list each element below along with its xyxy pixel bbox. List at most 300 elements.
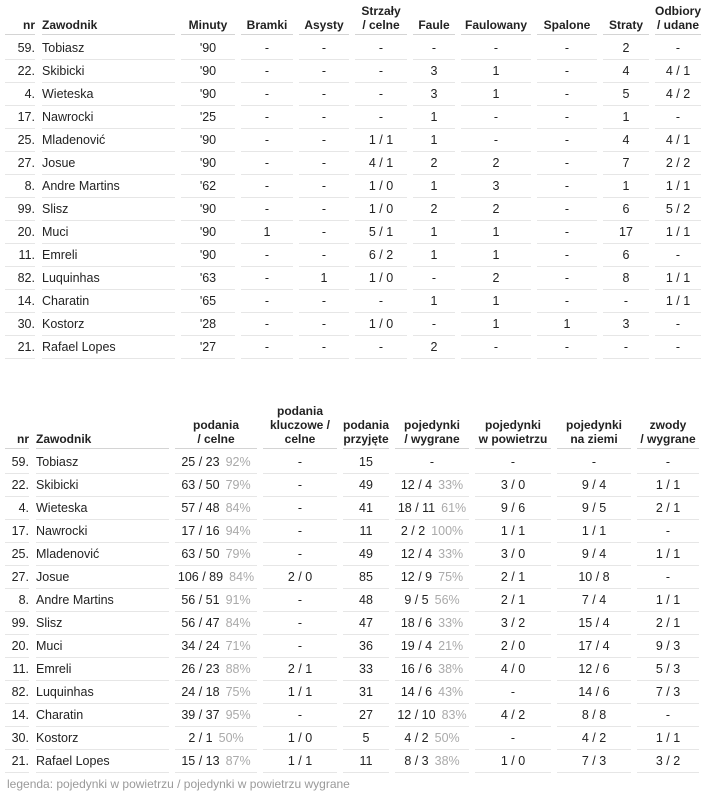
cell-nr-value: 22. xyxy=(17,64,35,78)
header-fouled: Faulowany xyxy=(458,4,534,37)
cell-dribbles-value: 1 / 1 xyxy=(655,731,681,745)
cell-ground-duels-value: 1 / 1 xyxy=(581,524,607,538)
cell-losses-value: 8 xyxy=(622,271,630,285)
cell-player-value: Tobiasz xyxy=(36,455,79,469)
cell-dribbles xyxy=(634,520,702,543)
cell-dribbles xyxy=(634,543,702,566)
cell-fouls xyxy=(410,175,458,198)
cell-key-passes xyxy=(260,451,340,474)
cell-assists-value: - xyxy=(321,294,327,308)
cell-dribbles-value: 7 / 3 xyxy=(655,685,681,699)
cell-offsides xyxy=(534,198,600,221)
cell-goals-value: - xyxy=(264,340,270,354)
cell-dribbles xyxy=(634,750,702,773)
cell-minutes xyxy=(178,175,238,198)
cell-duels-percent: 56% xyxy=(434,593,460,607)
header-duels-line1: pojedynki xyxy=(403,418,460,432)
cell-key-passes xyxy=(260,750,340,773)
cell-player-value: Rafael Lopes xyxy=(42,340,116,354)
cell-shots xyxy=(352,198,410,221)
cell-player-value: Wieteska xyxy=(42,87,94,101)
cell-assists-value: - xyxy=(321,64,327,78)
cell-nr-value: 14. xyxy=(11,708,29,722)
cell-fouls xyxy=(410,83,458,106)
cell-nr-value: 82. xyxy=(17,271,35,285)
table-row xyxy=(2,313,704,336)
cell-minutes-value: '90 xyxy=(199,248,217,262)
cell-minutes xyxy=(178,244,238,267)
cell-nr xyxy=(2,152,38,175)
cell-fouled xyxy=(458,267,534,290)
cell-received-value: 33 xyxy=(359,662,373,676)
cell-player xyxy=(32,704,172,727)
cell-nr xyxy=(2,106,38,129)
cell-tackles xyxy=(652,336,704,359)
cell-shots-value: 5 / 1 xyxy=(368,225,394,239)
cell-fouled xyxy=(458,106,534,129)
cell-passes-percent: 50% xyxy=(218,731,244,745)
cell-offsides-value: - xyxy=(564,294,570,308)
cell-player xyxy=(32,589,172,612)
cell-fouls-value: 2 xyxy=(430,156,438,170)
cell-player-value: Kostorz xyxy=(42,317,85,331)
cell-fouls-value: 1 xyxy=(430,133,438,147)
cell-fouled-value: - xyxy=(493,110,499,124)
cell-losses-value: 7 xyxy=(622,156,630,170)
cell-shots xyxy=(352,313,410,336)
cell-fouls xyxy=(410,336,458,359)
cell-key-passes-value: - xyxy=(297,478,303,492)
cell-duels-percent: 33% xyxy=(438,616,464,630)
cell-key-passes xyxy=(260,566,340,589)
cell-losses-value: 6 xyxy=(622,248,630,262)
cell-player-value: Emreli xyxy=(36,662,72,676)
cell-key-passes xyxy=(260,589,340,612)
cell-fouls xyxy=(410,267,458,290)
cell-duels xyxy=(392,520,472,543)
table-row xyxy=(2,290,704,313)
cell-nr-value: 22. xyxy=(11,478,29,492)
cell-key-passes xyxy=(260,704,340,727)
cell-air-duels-value: 9 / 6 xyxy=(500,501,526,515)
cell-tackles xyxy=(652,221,704,244)
cell-received-value: 47 xyxy=(359,616,373,630)
cell-duels-percent: 83% xyxy=(441,708,467,722)
cell-assists-value: - xyxy=(321,317,327,331)
cell-duels-value: - xyxy=(429,455,435,469)
cell-player-value: Charatin xyxy=(42,294,90,308)
cell-nr-value: 99. xyxy=(11,616,29,630)
cell-fouls xyxy=(410,152,458,175)
cell-minutes xyxy=(178,336,238,359)
cell-nr-value: 17. xyxy=(11,524,29,538)
table-header-row xyxy=(2,404,702,451)
table-row xyxy=(2,635,702,658)
cell-air-duels xyxy=(472,566,554,589)
cell-fouled-value: 1 xyxy=(492,225,500,239)
cell-key-passes-value: - xyxy=(297,524,303,538)
cell-goals xyxy=(238,152,296,175)
cell-nr-value: 21. xyxy=(11,754,29,768)
cell-received xyxy=(340,497,392,520)
cell-assists-value: - xyxy=(321,41,327,55)
cell-minutes xyxy=(178,106,238,129)
cell-received-value: 31 xyxy=(359,685,373,699)
cell-passes xyxy=(172,566,260,589)
cell-nr xyxy=(2,451,32,474)
cell-minutes xyxy=(178,198,238,221)
cell-nr-value: 25. xyxy=(17,133,35,147)
header-gnd-line1: pojedynki xyxy=(565,418,622,432)
cell-tackles-value: 2 / 2 xyxy=(665,156,691,170)
cell-losses-value: - xyxy=(623,340,629,354)
cell-assists-value: - xyxy=(321,248,327,262)
cell-key-passes-value: 1 / 1 xyxy=(287,685,313,699)
cell-fouled-value: 1 xyxy=(492,64,500,78)
cell-nr xyxy=(2,198,38,221)
header-fouls: Faule xyxy=(410,4,458,37)
header-duels xyxy=(392,404,472,451)
table-row xyxy=(2,175,704,198)
cell-key-passes-value: 2 / 1 xyxy=(287,662,313,676)
cell-minutes-value: '90 xyxy=(199,133,217,147)
cell-nr-value: 82. xyxy=(11,685,29,699)
header-tackles xyxy=(652,4,704,37)
cell-nr xyxy=(2,129,38,152)
cell-ground-duels xyxy=(554,520,634,543)
cell-dribbles xyxy=(634,566,702,589)
cell-assists xyxy=(296,290,352,313)
cell-player xyxy=(38,313,178,336)
cell-nr-value: 8. xyxy=(18,593,29,607)
cell-passes-percent: 91% xyxy=(225,593,251,607)
header-duels-line2: / wygrane xyxy=(404,432,460,446)
cell-passes xyxy=(172,589,260,612)
cell-offsides xyxy=(534,129,600,152)
cell-fouled-value: 2 xyxy=(492,202,500,216)
cell-player-value: Luquinhas xyxy=(42,271,100,285)
cell-ground-duels-value: 15 / 4 xyxy=(578,616,610,630)
cell-received-value: 41 xyxy=(359,501,373,515)
cell-air-duels-value: 2 / 0 xyxy=(500,639,526,653)
cell-air-duels xyxy=(472,750,554,773)
cell-minutes-value: '27 xyxy=(199,340,217,354)
cell-duels-percent: 33% xyxy=(438,478,464,492)
cell-passes-value: 34 / 24 xyxy=(181,639,220,653)
cell-fouls-value: 1 xyxy=(430,110,438,124)
cell-air-duels xyxy=(472,681,554,704)
cell-player-value: Nawrocki xyxy=(36,524,88,538)
cell-nr-value: 27. xyxy=(11,570,29,584)
cell-nr xyxy=(2,612,32,635)
cell-duels xyxy=(392,658,472,681)
cell-tackles xyxy=(652,313,704,336)
cell-tackles-value: 4 / 1 xyxy=(665,133,691,147)
cell-passes-value: 15 / 13 xyxy=(181,754,220,768)
cell-duels-percent: 38% xyxy=(438,662,464,676)
cell-player-value: Kostorz xyxy=(36,731,79,745)
cell-assists xyxy=(296,313,352,336)
cell-tackles xyxy=(652,198,704,221)
cell-offsides-value: - xyxy=(564,156,570,170)
cell-minutes-value: '65 xyxy=(199,294,217,308)
cell-shots-value: - xyxy=(378,294,384,308)
cell-fouled xyxy=(458,175,534,198)
cell-offsides xyxy=(534,290,600,313)
cell-fouls xyxy=(410,37,458,60)
cell-shots xyxy=(352,336,410,359)
header-shots-line2: / celne xyxy=(362,18,400,32)
cell-offsides xyxy=(534,37,600,60)
cell-dribbles-value: 1 / 1 xyxy=(655,547,681,561)
cell-passes-percent: 79% xyxy=(225,547,251,561)
cell-goals xyxy=(238,198,296,221)
cell-fouled xyxy=(458,290,534,313)
cell-fouls-value: - xyxy=(431,271,437,285)
cell-offsides-value: - xyxy=(564,41,570,55)
cell-shots-value: - xyxy=(378,87,384,101)
cell-duels-percent: 50% xyxy=(434,731,460,745)
cell-ground-duels xyxy=(554,727,634,750)
cell-player xyxy=(32,658,172,681)
cell-tackles xyxy=(652,60,704,83)
cell-duels-value: 2 / 2 xyxy=(400,524,426,538)
cell-offsides-value: - xyxy=(564,340,570,354)
cell-player xyxy=(38,244,178,267)
cell-duels-value: 12 / 4 xyxy=(400,478,433,492)
cell-air-duels xyxy=(472,727,554,750)
header-player: Zawodnik xyxy=(32,404,172,451)
cell-received xyxy=(340,451,392,474)
cell-air-duels xyxy=(472,704,554,727)
cell-duels xyxy=(392,727,472,750)
cell-fouled-value: 3 xyxy=(492,179,500,193)
cell-losses-value: 3 xyxy=(622,317,630,331)
cell-losses-value: 1 xyxy=(622,110,630,124)
cell-player xyxy=(32,681,172,704)
cell-shots-value: 4 / 1 xyxy=(368,156,394,170)
cell-player-value: Mladenović xyxy=(36,547,100,561)
cell-goals-value: - xyxy=(264,87,270,101)
cell-goals-value: - xyxy=(264,41,270,55)
cell-offsides xyxy=(534,221,600,244)
cell-received-value: 49 xyxy=(359,547,373,561)
cell-received xyxy=(340,750,392,773)
cell-passes-percent: 71% xyxy=(225,639,251,653)
cell-duels-percent: 43% xyxy=(438,685,464,699)
cell-tackles-value: 1 / 1 xyxy=(665,179,691,193)
cell-ground-duels-value: 8 / 8 xyxy=(581,708,607,722)
cell-passes-value: 39 / 37 xyxy=(181,708,220,722)
cell-dribbles-value: 2 / 1 xyxy=(655,616,681,630)
cell-shots xyxy=(352,83,410,106)
cell-nr xyxy=(2,497,32,520)
cell-player xyxy=(38,83,178,106)
cell-received xyxy=(340,727,392,750)
table-row xyxy=(2,658,702,681)
cell-key-passes-value: - xyxy=(297,708,303,722)
cell-shots-value: - xyxy=(378,41,384,55)
cell-offsides xyxy=(534,267,600,290)
cell-losses xyxy=(600,129,652,152)
cell-player-value: Muci xyxy=(42,225,69,239)
cell-tackles-value: 4 / 1 xyxy=(665,64,691,78)
cell-offsides-value: - xyxy=(564,64,570,78)
cell-duels-value: 14 / 6 xyxy=(400,685,433,699)
cell-assists-value: - xyxy=(321,87,327,101)
cell-key-passes-value: - xyxy=(297,616,303,630)
cell-air-duels xyxy=(472,635,554,658)
cell-duels-value: 16 / 6 xyxy=(400,662,433,676)
cell-key-passes xyxy=(260,681,340,704)
cell-received-value: 85 xyxy=(359,570,373,584)
cell-nr-value: 4. xyxy=(18,501,29,515)
cell-assists xyxy=(296,244,352,267)
cell-goals xyxy=(238,37,296,60)
cell-ground-duels-value: 10 / 8 xyxy=(578,570,610,584)
cell-shots xyxy=(352,221,410,244)
cell-minutes-value: '63 xyxy=(199,271,217,285)
cell-received xyxy=(340,566,392,589)
cell-player xyxy=(38,60,178,83)
cell-minutes-value: '62 xyxy=(199,179,217,193)
table-row xyxy=(2,267,704,290)
cell-passes xyxy=(172,704,260,727)
cell-duels-value: 12 / 4 xyxy=(400,547,433,561)
cell-player xyxy=(38,37,178,60)
cell-player xyxy=(38,129,178,152)
cell-duels-value: 8 / 3 xyxy=(404,754,429,768)
cell-received xyxy=(340,589,392,612)
table-row xyxy=(2,474,702,497)
legend-note: legenda: pojedynki w powietrzu / pojedynki w powietrzu wygrane xyxy=(7,777,350,791)
cell-player xyxy=(32,543,172,566)
cell-nr xyxy=(2,750,32,773)
cell-assists-value: - xyxy=(321,340,327,354)
header-tackles-line1: Odbiory xyxy=(655,4,702,18)
cell-tackles xyxy=(652,290,704,313)
cell-shots xyxy=(352,37,410,60)
cell-passes-percent: 95% xyxy=(225,708,251,722)
cell-player xyxy=(32,474,172,497)
cell-fouls xyxy=(410,106,458,129)
cell-air-duels-value: 3 / 0 xyxy=(500,547,526,561)
cell-duels-percent: 33% xyxy=(438,547,464,561)
cell-air-duels xyxy=(472,658,554,681)
cell-air-duels-value: 3 / 0 xyxy=(500,478,526,492)
cell-passes-value: 56 / 51 xyxy=(181,593,220,607)
cell-ground-duels-value: 9 / 4 xyxy=(581,478,607,492)
cell-offsides-value: - xyxy=(564,202,570,216)
table-row xyxy=(2,83,704,106)
cell-goals-value: - xyxy=(264,64,270,78)
cell-key-passes xyxy=(260,635,340,658)
cell-dribbles-value: - xyxy=(665,570,671,584)
cell-dribbles-value: 1 / 1 xyxy=(655,593,681,607)
cell-tackles-value: - xyxy=(675,248,681,262)
player-stats-table xyxy=(2,4,704,359)
cell-assists-value: 1 xyxy=(320,271,328,285)
cell-fouls-value: 2 xyxy=(430,202,438,216)
cell-dribbles-value: 9 / 3 xyxy=(655,639,681,653)
cell-shots-value: 1 / 0 xyxy=(368,179,394,193)
cell-ground-duels xyxy=(554,543,634,566)
cell-nr-value: 25. xyxy=(11,547,29,561)
cell-duels xyxy=(392,612,472,635)
cell-nr xyxy=(2,543,32,566)
cell-air-duels xyxy=(472,451,554,474)
cell-offsides-value: - xyxy=(564,248,570,262)
cell-shots xyxy=(352,290,410,313)
cell-fouls xyxy=(410,198,458,221)
cell-minutes-value: '28 xyxy=(199,317,217,331)
cell-nr-value: 20. xyxy=(17,225,35,239)
cell-ground-duels xyxy=(554,474,634,497)
cell-losses xyxy=(600,83,652,106)
cell-received xyxy=(340,658,392,681)
cell-offsides-value: - xyxy=(564,179,570,193)
cell-goals xyxy=(238,290,296,313)
header-drb-line2: / wygrane xyxy=(640,432,696,446)
cell-player-value: Muci xyxy=(36,639,63,653)
header-minutes: Minuty xyxy=(178,4,238,37)
header-ground-duels xyxy=(554,404,634,451)
cell-nr xyxy=(2,635,32,658)
cell-losses-value: - xyxy=(623,294,629,308)
cell-minutes xyxy=(178,152,238,175)
cell-player xyxy=(38,152,178,175)
cell-offsides xyxy=(534,313,600,336)
cell-passes-percent: 87% xyxy=(225,754,251,768)
cell-nr-value: 99. xyxy=(17,202,35,216)
table-row xyxy=(2,543,702,566)
cell-duels-percent: 61% xyxy=(441,501,467,515)
table-row xyxy=(2,244,704,267)
cell-goals xyxy=(238,60,296,83)
cell-shots-value: - xyxy=(378,64,384,78)
cell-player xyxy=(38,267,178,290)
cell-air-duels-value: 4 / 0 xyxy=(500,662,526,676)
cell-air-duels-value: - xyxy=(510,685,516,699)
header-shots-line1: Strzały xyxy=(361,4,401,18)
cell-goals xyxy=(238,83,296,106)
cell-nr xyxy=(2,474,32,497)
cell-losses xyxy=(600,175,652,198)
cell-losses xyxy=(600,60,652,83)
cell-goals xyxy=(238,267,296,290)
cell-tackles xyxy=(652,267,704,290)
cell-assists xyxy=(296,83,352,106)
header-key-line3: celne xyxy=(284,432,316,446)
cell-passes xyxy=(172,520,260,543)
cell-player-value: Andre Martins xyxy=(36,593,114,607)
cell-nr xyxy=(2,704,32,727)
cell-key-passes-value: - xyxy=(297,639,303,653)
cell-player-value: Andre Martins xyxy=(42,179,120,193)
table-row xyxy=(2,336,704,359)
cell-fouled xyxy=(458,37,534,60)
cell-offsides xyxy=(534,336,600,359)
cell-ground-duels-value: 7 / 3 xyxy=(581,754,607,768)
cell-assists xyxy=(296,198,352,221)
cell-minutes xyxy=(178,267,238,290)
cell-duels-value: 19 / 4 xyxy=(400,639,433,653)
cell-shots-value: 1 / 0 xyxy=(368,271,394,285)
cell-goals-value: - xyxy=(264,179,270,193)
cell-ground-duels xyxy=(554,612,634,635)
cell-fouled xyxy=(458,129,534,152)
cell-key-passes-value: 1 / 0 xyxy=(287,731,313,745)
